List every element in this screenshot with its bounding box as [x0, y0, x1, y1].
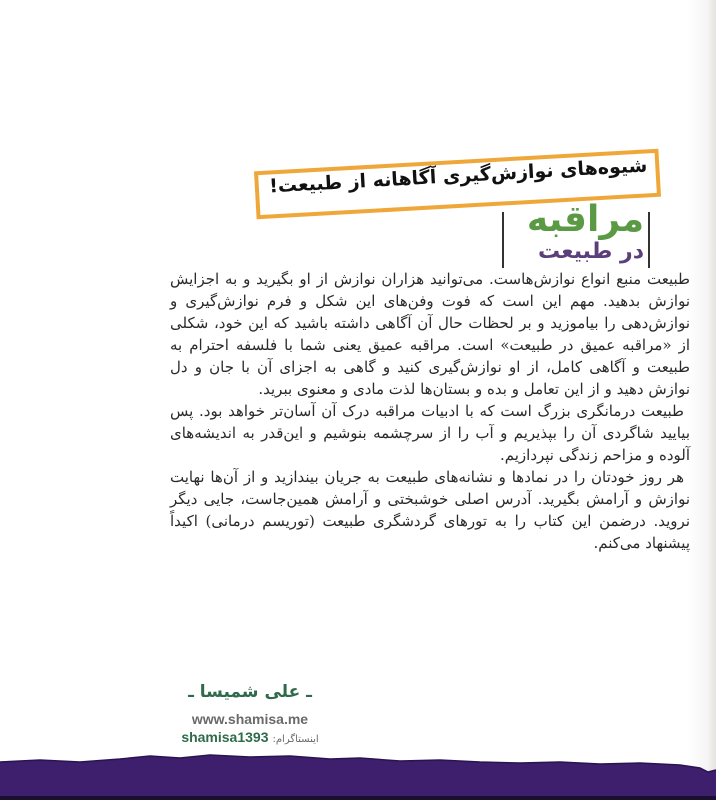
author-name: ـ علی شمیسا ـ	[188, 682, 312, 702]
book-subtitle: در طبیعت	[537, 239, 644, 264]
blurb-paragraph-2: طبیعت درمانگری بزرگ است که با ادبیات مراقبه درک آن آسان‌تر خواهد بود. پس بیایید شاگردی آن را بپذیریم و آب را از سرچشمه بنوشیم و این‌قدر به اندیشه‌های آلوده و مزاحم زندگی نپردازیم.	[170, 402, 690, 464]
page-edge-shadow	[708, 0, 716, 800]
instagram-handle[interactable]: shamisa1393	[181, 729, 269, 745]
author-instagram	[160, 729, 340, 745]
blurb-paragraph-3: هر روز خودتان را در نمادها و نشانه‌های طبیعت به جریان بیندازید و از آن‌ها نهایت نوازش و آرامش بگیرید. آدرس اصلی خوشبختی و آرامش همین‌جاست، جایی دیگر نروید. درضمن این کتاب را به تورهای گردشگری طبیعت (توریسم درمانی) اکیداً پیشنهاد می‌کنم.	[170, 468, 690, 552]
purple-torn-band	[0, 750, 716, 800]
blurb-text	[170, 268, 690, 554]
book-title: مراقبه	[526, 199, 644, 240]
cover-tagline: شیوه‌های نوازش‌گیری آگاهانه از طبیعت!	[268, 154, 648, 198]
blurb-paragraph-1: طبیعت منبع انواع نوازش‌هاست. می‌توانید هزاران نوازش از او بگیرید و به اجزایش نوازش بدهید. مهم این است که فوت وفن‌های این شکل و فرم نوازش‌گیری و نوازش‌دهی را بیاموزید و بر لحظات حال آن آگاهی داشته باشید که این خود، شکلی از «مراقبه عمیق در طبیعت» است. مراقبه عمیق یعنی شما با فلسفه احترام به طبیعت و آگاهی کامل، از او نوازش‌گیری کنید و گاهی به اجزای آن با جان و دل نوازش دهید و از این تعامل و بده و بستان‌ها لذت مادی و معنوی ببرید.	[170, 270, 690, 398]
title-divider-right	[648, 212, 650, 268]
instagram-label: اینستاگرام:	[272, 734, 319, 745]
author-website[interactable]: www.shamisa.me	[191, 711, 309, 727]
title-divider-left	[502, 212, 504, 268]
